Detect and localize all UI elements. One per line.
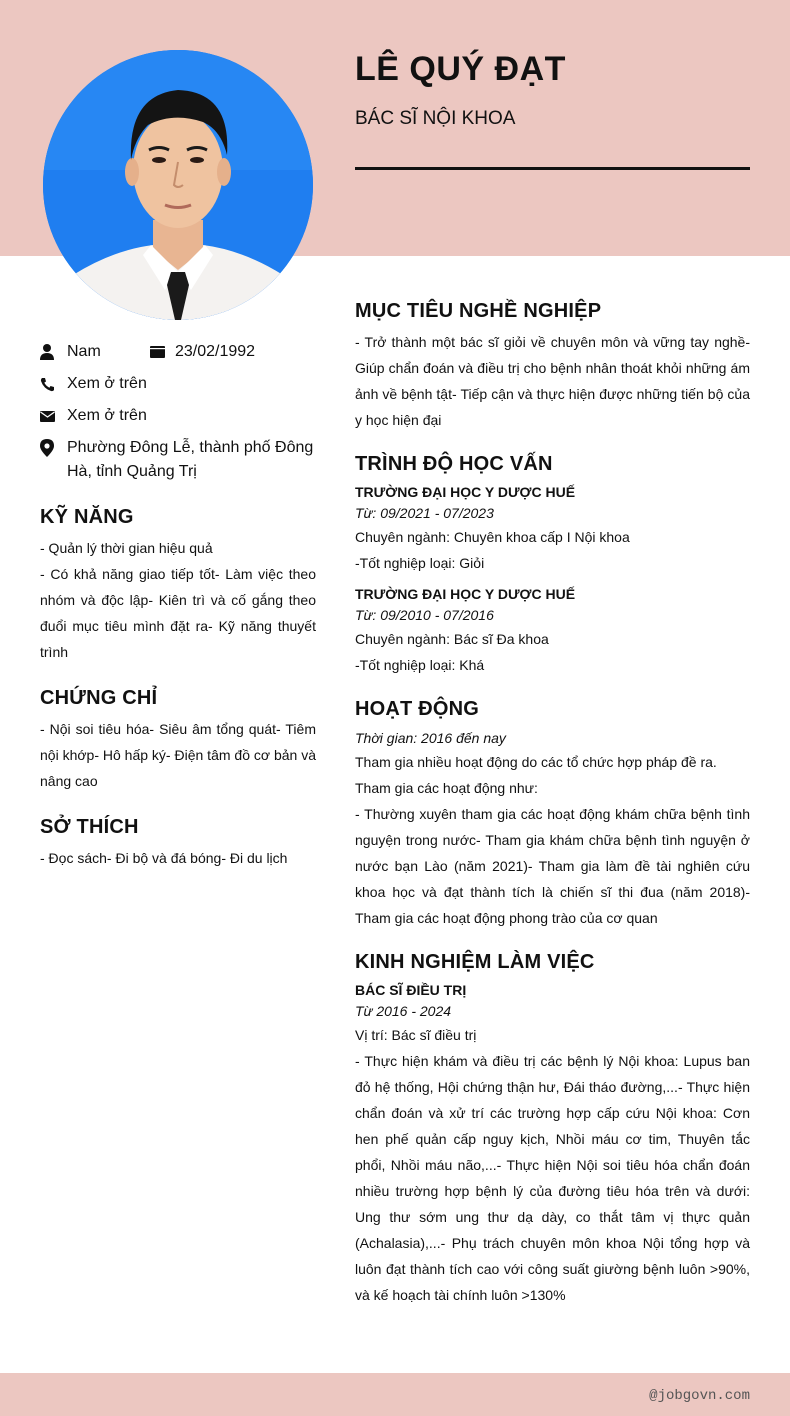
experience-detail: - Thực hiện khám và điều trị các bệnh lý Nội khoa: Lupus ban đỏ hệ thống, Hội chứng thận hư, Đái tháo đường,...- Thực hiện chẩn đoán và xử trí các trường hợp cấp cứu Nội khoa: Cơn hen phế quản cấp nguy kịch, Nhồi máu cơ tim, Thuyên tắc phổi, Nhồi máu não,...- Thực hiện Nội soi tiêu hóa chẩn đoán nhiều trường hợp bệnh lý của đường tiêu hóa trên và dưới: Ung thư sớm ung thư dạ dày, co thắt tâm vị thực quản (Achalasia),...- Phụ trách chuyên môn khoa Nội tổng hợp và luôn đạt thành tích cao với công suất giường bệnh luôn >90%, và kế hoạch tài chính luôn >130% [355,1053,750,1303]
objective-text: - Trở thành một bác sĩ giỏi về chuyên môn và vững tay nghề- Giúp chẩn đoán và điều trị cho bệnh nhân thoát khỏi những ám ảnh về bệnh tật- Tiếp cận và thực hiện được những tiến bộ của y học hiện đại [355,334,750,428]
location-pin-icon [40,436,67,460]
activities-line: Tham gia nhiều hoạt động do các tổ chức hợp pháp đề ra. [355,754,717,770]
avatar [43,50,313,320]
hobbies-text: - Đọc sách- Đi bộ và đá bóng- Đi du lịch [40,850,288,866]
certificates-text: - Nội soi tiêu hóa- Siêu âm tổng quát- Tiêm nội khớp- Hô hấp ký- Điện tâm đồ cơ bản và nâng cao [40,721,316,789]
gender-field [40,340,150,364]
person-icon [40,340,67,364]
list-item: - Quản lý thời gian hiệu quả [40,540,213,556]
experience-heading: KINH NGHIỆM LÀM VIỆC [355,951,595,973]
activities-section [355,698,750,931]
birthdate-value: 23/02/1992 [175,343,256,360]
right-column [355,300,750,1328]
activities-line: Tham gia các hoạt động như: [355,780,538,796]
birthdate-field [150,340,255,364]
email-field [40,404,316,428]
certificates-heading: CHỨNG CHỈ [40,687,158,709]
experience-section [355,951,750,1308]
education-heading: TRÌNH ĐỘ HỌC VẤN [355,453,553,475]
experience-position: Vị trí: Bác sĩ điều trị [355,1027,477,1043]
phone-icon [40,372,67,396]
education-period: Từ: 09/2021 - 07/2023 [355,505,494,521]
gender-birthdate-row [40,340,316,364]
school-name: TRƯỜNG ĐẠI HỌC Y DƯỢC HUẾ [355,484,576,500]
footer-watermark: @jobgovn.com [649,1388,750,1404]
experience-role: BÁC SĨ ĐIỀU TRỊ [355,982,467,998]
job-title: BÁC SĨ NỘI KHOA [355,108,516,129]
title-divider [355,167,750,170]
education-item [355,482,750,576]
left-column [40,340,316,871]
education-major: Chuyên ngành: Chuyên khoa cấp I Nội khoa [355,529,630,545]
email-icon [40,404,67,428]
avatar-photo [43,50,313,320]
hobbies-heading: SỞ THÍCH [40,816,139,838]
phone-field [40,372,316,396]
activities-detail: - Thường xuyên tham gia các hoạt động khám chữa bệnh tình nguyện trong nước- Tham gia khám chữa bệnh tình nguyện ở nước bạn Lào (năm 2021)- Tham gia làm đề tài nghiên cứu khoa học và đạt thành tích là chiến sĩ thi đua (năm 2018)- Tham gia các hoạt động phong trào của cơ quan [355,806,750,926]
education-grade: -Tốt nghiệp loại: Khá [355,657,485,673]
candidate-name: LÊ QUÝ ĐẠT [355,50,566,88]
objective-heading: MỤC TIÊU NGHỀ NGHIỆP [355,300,602,322]
school-name: TRƯỜNG ĐẠI HỌC Y DƯỢC HUẾ [355,586,576,602]
address-value: Phường Đông Lễ, thành phố Đông Hà, tỉnh Quảng Trị [67,439,314,480]
education-item [355,584,750,678]
skills-list [40,535,316,665]
activities-heading: HOẠT ĐỘNG [355,698,480,720]
phone-value: Xem ở trên [67,375,147,392]
calendar-icon [150,340,175,364]
gender-value: Nam [67,343,101,360]
experience-period: Từ 2016 - 2024 [355,1003,452,1019]
list-item: - Có khả năng giao tiếp tốt- Làm việc theo nhóm và độc lập- Kiên trì và cố gắng theo đuổi mục tiêu mình đặt ra- Kỹ năng thuyết trình [40,566,316,660]
education-section [355,453,750,678]
objective-section [355,300,750,433]
education-period: Từ: 09/2010 - 07/2016 [355,607,494,623]
email-value: Xem ở trên [67,407,147,424]
address-field [40,436,316,484]
education-grade: -Tốt nghiệp loại: Giỏi [355,555,485,571]
education-major: Chuyên ngành: Bác sĩ Đa khoa [355,631,549,647]
activities-time: Thời gian: 2016 đến nay [355,730,506,746]
skills-heading: KỸ NĂNG [40,506,134,528]
